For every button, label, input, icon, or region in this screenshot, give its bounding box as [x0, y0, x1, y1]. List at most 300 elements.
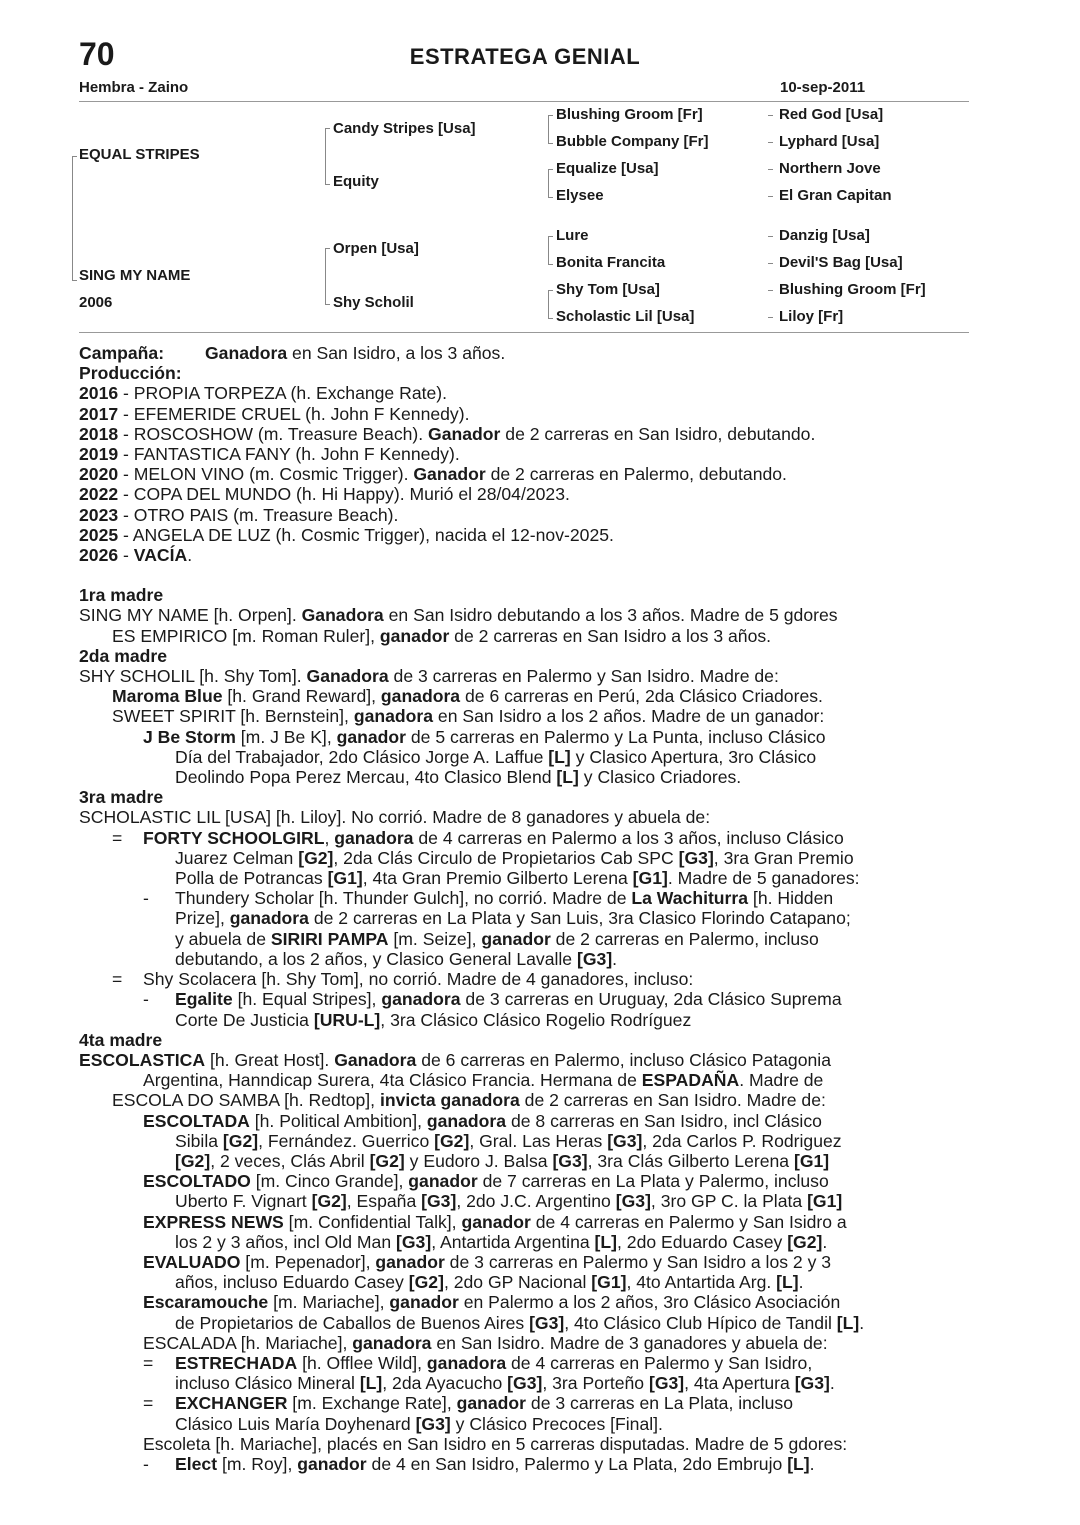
text: [L] — [787, 1453, 810, 1474]
text: , 3ra Gran Premio — [713, 847, 854, 868]
pedigree-bracket — [72, 280, 77, 281]
pedigree-bracket — [548, 318, 553, 319]
progeny-line — [79, 1272, 969, 1292]
production-text: - MELON VINO (m. Cosmic Trigger). — [118, 464, 414, 485]
text: de 7 carreras en La Plata y Palermo, incluso — [477, 1171, 829, 1192]
pedigree-bracket — [548, 236, 549, 264]
pedigree-gen3: Bubble Company [Fr] — [556, 133, 709, 150]
production-year: 2022 — [79, 484, 119, 505]
pedigree-bracket — [548, 197, 553, 198]
progeny-line — [79, 1171, 969, 1191]
text: de 3 carreras en Palermo y San Isidro. Madre de: — [388, 666, 779, 687]
text: [L] — [836, 1312, 860, 1333]
second-dam-line — [79, 666, 969, 686]
text: Thundery Scholar [h. Thunder Gulch], no corrió. Madre de — [175, 888, 632, 909]
text: SWEET SPIRIT [h. Bernstein], — [112, 706, 354, 727]
production-year: 2018 — [79, 423, 119, 444]
production-item — [79, 444, 969, 464]
progeny-line — [79, 1292, 969, 1312]
text: [m. Pepenador], — [240, 1251, 376, 1272]
production-tail: . — [187, 545, 193, 566]
production-text: - ANGELA DE LUZ (h. Cosmic Trigger), nacida el 12-nov-2025. — [118, 524, 614, 545]
text: Corte De Justicia — [175, 1009, 314, 1030]
text: de Propietarios de Caballos de Buenos Aires — [175, 1312, 530, 1333]
pedigree-gen2: Candy Stripes [Usa] — [333, 120, 476, 137]
text: [L] — [548, 746, 571, 767]
pedigree-bracket — [548, 264, 553, 265]
text: [G2] — [175, 1150, 211, 1171]
text: [G3] — [648, 1373, 685, 1394]
text: ganador — [336, 726, 406, 747]
production-text: - — [118, 545, 134, 566]
progeny-line — [79, 989, 969, 1009]
pedigree-bracket — [325, 248, 330, 249]
text: La Wachiturra — [631, 888, 749, 909]
production-text: - EFEMERIDE CRUEL (h. John F Kennedy). — [118, 403, 470, 424]
campaign-line — [79, 343, 969, 363]
text: , — [324, 827, 335, 848]
text: ganador — [461, 1211, 531, 1232]
text: [m. Roy], — [217, 1453, 298, 1474]
text: ganador — [456, 1393, 527, 1414]
text: . — [798, 1272, 804, 1293]
text: [G1] — [793, 1150, 830, 1171]
text: [G3] — [794, 1373, 830, 1394]
text: ESCOLTADA — [143, 1110, 250, 1131]
text: de 3 carreras en Uruguay, 2da Clásico Suprema — [460, 989, 842, 1010]
text: [m. Mariache], — [268, 1292, 390, 1313]
progeny-line — [79, 1151, 969, 1171]
text: [G2] — [222, 1130, 259, 1151]
text: Shy Scolacera [h. Shy Tom], no corrió. Madre de 4 ganadores, incluso: — [143, 969, 694, 990]
text: los 2 y 3 años, incl Old Man — [175, 1231, 397, 1252]
progeny-line — [79, 1090, 969, 1110]
text: ganadora — [353, 706, 434, 727]
production-text: - ROSCOSHOW (m. Treasure Beach). — [118, 423, 429, 444]
progeny-line — [79, 747, 969, 767]
pedigree-dash — [768, 317, 773, 318]
text: [G3] — [507, 1373, 543, 1394]
horse-name: ESTRATEGA GENIAL — [409, 44, 641, 69]
text: Ganadora — [301, 605, 384, 626]
text: ganador — [297, 1453, 367, 1474]
text: ganadora — [426, 1110, 507, 1131]
text: FORTY SCHOOLGIRL — [143, 827, 325, 848]
text: de 4 carreras en Palermo y San Isidro a — [530, 1211, 847, 1232]
text: . Madre de — [739, 1070, 824, 1091]
marker: = — [112, 969, 123, 990]
progeny-line — [79, 1414, 969, 1434]
marker: = — [143, 1352, 154, 1373]
pedigree-gen3: Shy Tom [Usa] — [556, 281, 660, 298]
text: , 3ra Porteño — [542, 1373, 649, 1394]
text: . — [612, 948, 618, 969]
text: [G2] — [369, 1150, 405, 1171]
production-item — [79, 383, 969, 403]
progeny-line — [79, 1353, 969, 1373]
text: [h. Political Ambition], — [249, 1110, 427, 1131]
text: , 2 veces, Clás Abril — [210, 1150, 370, 1171]
text: [G1] — [632, 868, 668, 889]
text: ganadora — [380, 686, 461, 707]
text: [h. Offlee Wild], — [297, 1352, 427, 1373]
pedigree-dash — [768, 290, 773, 291]
production-tail: de 2 carreras en San Isidro, debutando. — [500, 423, 816, 444]
text: Ganadora — [306, 666, 389, 687]
progeny-line — [79, 686, 969, 706]
progeny-line — [79, 767, 969, 787]
text: [G2] — [434, 1130, 470, 1151]
pedigree-dash — [768, 263, 773, 264]
pedigree-bracket — [72, 156, 77, 157]
pedigree-gen4: Northern Jove — [779, 160, 881, 177]
text: incluso Clásico Mineral — [175, 1373, 360, 1394]
pedigree-rule — [79, 332, 969, 333]
production-year: 2020 — [79, 464, 119, 485]
header-rule — [79, 101, 969, 102]
fourth-dam-heading: 4ta madre — [79, 1029, 163, 1050]
text: [G1] — [327, 868, 363, 889]
progeny-line — [79, 1313, 969, 1333]
pedigree-bracket — [325, 128, 326, 184]
text: ganador — [481, 928, 551, 949]
first-dam-heading: 1ra madre — [79, 585, 164, 606]
text: EXCHANGER — [175, 1393, 288, 1414]
text: Clásico Luis María Doyhenard — [175, 1413, 416, 1434]
pedigree-gen3: Blushing Groom [Fr] — [556, 106, 703, 123]
progeny-line — [79, 1010, 969, 1030]
marker: - — [143, 888, 149, 909]
text: Deolindo Popa Perez Mercau, 4to Clasico Blend — [175, 767, 557, 788]
pedigree-sire: EQUAL STRIPES — [79, 146, 200, 163]
second-dam-heading: 2da madre — [79, 645, 168, 666]
text: en Palermo a los 2 años, 3ro Clásico Asociación — [458, 1292, 841, 1313]
pedigree-gen4: Liloy [Fr] — [779, 308, 844, 325]
text: [G3] — [615, 1191, 651, 1212]
text: ESCOLA DO SAMBA [h. Redtop], — [112, 1090, 380, 1111]
text: de 3 carreras en Palermo y San Isidro a los 2 y 3 — [444, 1251, 832, 1272]
production-label: Producción: — [79, 363, 182, 384]
pedigree-gen3: Scholastic Lil [Usa] — [556, 308, 695, 325]
pedigree-gen3: Elysee — [556, 187, 604, 204]
text: ganadora — [426, 1352, 507, 1373]
pedigree-gen2: Shy Scholil — [333, 294, 414, 311]
text: de 2 carreras en San Isidro a los 3 años. — [449, 625, 772, 646]
text: , 3ra Clásico Clásico Rogelio Rodríguez — [380, 1009, 692, 1030]
text: . — [822, 1231, 828, 1252]
text: , 2da Clás Circulo de Propietarios Cab SPC — [333, 847, 679, 868]
text: y Clasico Apertura, 3ro Clásico — [570, 746, 817, 767]
pedigree-dash — [768, 169, 773, 170]
text: [h. Hidden — [748, 888, 834, 909]
text: ganadora — [229, 908, 309, 929]
pedigree-bracket — [548, 143, 553, 144]
text: ganador — [408, 1171, 478, 1192]
pedigree-bracket — [72, 156, 73, 280]
text: [L] — [776, 1272, 799, 1293]
progeny-line — [79, 1111, 969, 1131]
catalog-body — [79, 343, 969, 1474]
pedigree-gen3: Bonita Francita — [556, 254, 666, 271]
pedigree-dash — [768, 115, 773, 116]
text: [h. Great Host]. — [205, 1049, 335, 1070]
text: Uberto F. Vignart — [175, 1191, 312, 1212]
text: años, incluso Eduardo Casey — [175, 1272, 409, 1293]
birth-date: 10-sep-2011 — [780, 79, 866, 96]
progeny-line — [79, 1212, 969, 1232]
campaign-detail: en San Isidro, a los 3 años. — [287, 343, 506, 363]
text: Día del Trabajador, 2do Clásico Jorge A. Laffue — [175, 746, 549, 767]
production-bold: Ganador — [428, 423, 501, 444]
text: y Eudoro J. Balsa — [404, 1150, 553, 1171]
progeny-line — [79, 888, 969, 908]
text: de 5 carreras en Palermo y La Punta, incluso Clásico — [406, 726, 826, 747]
text: ESCOLTADO — [143, 1171, 251, 1192]
text: [L] — [594, 1231, 618, 1252]
text: de 2 carreras en San Isidro. Madre de: — [519, 1090, 826, 1111]
progeny-line — [79, 1252, 969, 1272]
text: . — [859, 1312, 865, 1333]
text: [m. Exchange Rate], — [287, 1393, 457, 1414]
pedigree-bracket — [548, 115, 553, 116]
pedigree-bracket — [548, 115, 549, 143]
text: . — [809, 1453, 815, 1474]
text: , 4ta Gran Premio Gilberto Lerena — [362, 868, 633, 889]
progeny-line — [79, 1232, 969, 1252]
progeny-line — [79, 848, 969, 868]
text: SIRIRI PAMPA — [270, 928, 389, 949]
progeny-line — [79, 969, 969, 989]
pedigree-dash — [768, 236, 773, 237]
pedigree-bracket — [548, 169, 553, 170]
pedigree-bracket — [325, 304, 330, 305]
pedigree-bracket — [548, 236, 553, 237]
marker: = — [112, 827, 123, 848]
third-dam-line: SCHOLASTIC LIL [USA] [h. Liloy]. No corrió. Madre de 8 ganadores y abuela de: — [79, 807, 711, 828]
text: , Gral. Las Heras — [469, 1130, 608, 1151]
text: [G3] — [421, 1191, 457, 1212]
text: [m. Cinco Grande], — [250, 1171, 409, 1192]
text: de 4 carreras en Palermo y San Isidro, — [506, 1352, 813, 1373]
production-bold: VACÍA — [133, 545, 188, 566]
fourth-dam-line — [79, 1070, 969, 1090]
text: . — [829, 1373, 835, 1394]
text: , 3ro GP C. la Plata — [650, 1191, 808, 1212]
fourth-dam-line — [79, 1050, 969, 1070]
campaign-result: Ganadora — [205, 343, 288, 363]
pedigree-gen4: Red God [Usa] — [779, 106, 884, 123]
text: ESPADAÑA — [641, 1070, 740, 1091]
text: , Antartida Argentina — [431, 1231, 595, 1252]
sex-color: Hembra - Zaino — [79, 79, 189, 96]
text: en San Isidro debutando a los 3 años. Madre de 5 gdores — [383, 605, 838, 626]
production-text: - COPA DEL MUNDO (h. Hi Happy). Murió el 28/04/2023. — [118, 484, 570, 505]
pedigree-gen4: Danzig [Usa] — [779, 227, 870, 244]
text: ESCOLASTICA — [79, 1049, 206, 1070]
text: Elect — [175, 1453, 218, 1474]
text: , Fernández. Guerrico — [258, 1130, 435, 1151]
text: Egalite — [175, 989, 233, 1010]
production-year: 2025 — [79, 524, 119, 545]
pedigree-bracket — [325, 128, 330, 129]
progeny-line — [79, 828, 969, 848]
progeny-line — [79, 1454, 969, 1474]
text: debutando, a los 2 años, y Clasico General Lavalle — [175, 948, 577, 969]
text: [G3] — [415, 1413, 451, 1434]
progeny-line — [79, 706, 969, 726]
text: Polla de Potrancas — [175, 868, 328, 889]
pedigree-dam-year: 2006 — [79, 294, 113, 311]
pedigree-gen3: Equalize [Usa] — [556, 160, 659, 177]
first-dam-line — [79, 605, 969, 625]
text: , 4to Antartida Arg. — [626, 1272, 777, 1293]
text: ES EMPIRICO [m. Roman Ruler], — [112, 625, 380, 646]
text: invicta ganadora — [379, 1090, 520, 1111]
text: , 2do J.C. Argentino — [456, 1191, 616, 1212]
text: ganadora — [352, 1332, 432, 1353]
text: Maroma Blue — [112, 686, 223, 707]
text: de 6 carreras en Perú, 2da Clásico Criadores. — [460, 686, 823, 707]
text: en San Isidro a los 2 años. Madre de un ganador: — [433, 706, 825, 727]
text: en San Isidro. Madre de 3 ganadores y abuela de: — [431, 1332, 828, 1353]
text: , 2do Eduardo Casey — [617, 1231, 788, 1252]
text: [G2] — [408, 1272, 444, 1293]
production-item — [79, 505, 969, 525]
pedigree-dash — [768, 196, 773, 197]
text: [L] — [359, 1373, 383, 1394]
text: [G3] — [396, 1231, 432, 1252]
text: ganadora — [381, 989, 461, 1010]
production-text: - PROPIA TORPEZA (h. Exchange Rate). — [118, 383, 448, 404]
marker: - — [143, 1453, 149, 1474]
text: [m. Seize], — [388, 928, 482, 949]
pedigree-dash — [768, 142, 773, 143]
text: Argentina, Hanndicap Surera, 4ta Clásico Francia. Hermana de — [143, 1070, 642, 1091]
production-year: 2016 — [79, 383, 119, 404]
pedigree-gen4: Lyphard [Usa] — [779, 133, 880, 150]
text: EVALUADO — [143, 1251, 241, 1272]
text: , 2do GP Nacional — [443, 1272, 592, 1293]
pedigree-bracket — [548, 290, 553, 291]
progeny-line — [79, 929, 969, 949]
pedigree-bracket — [325, 184, 330, 185]
text: y Clásico Precoces [Final]. — [450, 1413, 663, 1434]
marker: = — [143, 1393, 154, 1414]
text: y Clasico Criadores. — [578, 767, 742, 788]
pedigree-gen2: Orpen [Usa] — [333, 240, 419, 257]
text: SING MY NAME [h. Orpen]. — [79, 605, 302, 626]
pedigree-gen3: Lure — [556, 227, 589, 244]
text: de 3 carreras en La Plata, incluso — [526, 1393, 794, 1414]
text: ganador — [379, 625, 450, 646]
text: [G3] — [576, 948, 613, 969]
production-text: - OTRO PAIS (m. Treasure Beach). — [118, 504, 399, 525]
progeny-line: Escoleta [h. Mariache], placés en San Isidro en 5 carreras disputadas. Madre de 5 gdores: — [143, 1433, 848, 1454]
production-bold: Ganador — [413, 464, 486, 485]
pedigree-gen4: Devil'S Bag [Usa] — [779, 254, 903, 271]
text: Escaramouche — [143, 1292, 269, 1313]
text: , 4ta Apertura — [684, 1373, 795, 1394]
text: de 2 carreras en La Plata y San Luis, 3ra Clasico Florindo Catapano; — [308, 908, 851, 929]
text: [G3] — [678, 847, 714, 868]
text: [L] — [556, 767, 579, 788]
text: [G3] — [607, 1130, 643, 1151]
production-text: - FANTASTICA FANY (h. John F Kennedy). — [118, 444, 460, 465]
text: [G3] — [552, 1150, 588, 1171]
progeny-line — [79, 868, 969, 888]
progeny-line — [79, 908, 969, 928]
lot-number: 70 — [79, 36, 115, 72]
text: , España — [346, 1191, 422, 1212]
text: Sibila — [175, 1130, 223, 1151]
third-dam-heading: 3ra madre — [79, 787, 164, 808]
pedigree-bracket — [325, 248, 326, 304]
pedigree-gen2: Equity — [333, 173, 379, 190]
text: Juarez Celman — [175, 847, 299, 868]
production-tail: de 2 carreras en Palermo, debutando. — [485, 464, 787, 485]
text: ganadora — [334, 827, 414, 848]
progeny-line — [79, 626, 969, 646]
text: de 2 carreras en Palermo, incluso — [550, 928, 819, 949]
text: [G2] — [311, 1191, 347, 1212]
pedigree-bracket — [548, 290, 549, 318]
text: [G2] — [787, 1231, 823, 1252]
text: de 8 carreras en San Isidro, incl Clásico — [506, 1110, 822, 1131]
spacer — [79, 565, 969, 585]
production-item — [79, 404, 969, 424]
production-item — [79, 484, 969, 504]
text: ganador — [389, 1292, 459, 1313]
production-year: 2019 — [79, 444, 119, 465]
pedigree-bracket — [548, 169, 549, 197]
text: ganador — [375, 1251, 445, 1272]
text: [h. Equal Stripes], — [232, 989, 382, 1010]
text: de 6 carreras en Palermo, incluso Clásico Patagonia — [416, 1049, 831, 1070]
production-list — [79, 383, 969, 565]
text: Prize], — [175, 908, 230, 929]
text: [G3] — [529, 1312, 565, 1333]
text: [m. Confidential Talk], — [283, 1211, 462, 1232]
production-item — [79, 525, 969, 545]
text: , 2da Ayacucho — [382, 1373, 508, 1394]
pedigree-gen4: El Gran Capitan — [779, 187, 892, 204]
production-item — [79, 464, 969, 484]
text: de 4 carreras en Palermo a los 3 años, incluso Clásico — [413, 827, 844, 848]
progeny-line — [79, 1191, 969, 1211]
text: [G1] — [591, 1272, 627, 1293]
production-year: 2017 — [79, 403, 119, 424]
pedigree-gen4: Blushing Groom [Fr] — [779, 281, 926, 298]
text: [URU-L] — [313, 1009, 381, 1030]
text: J Be Storm — [143, 726, 236, 747]
campaign-label: Campaña: — [79, 343, 165, 363]
text: [h. Grand Reward], — [222, 686, 381, 707]
text: . Madre de 5 ganadores: — [667, 868, 860, 889]
progeny-line — [79, 1373, 969, 1393]
production-year: 2026 — [79, 545, 119, 566]
text: [m. J Be K], — [235, 726, 337, 747]
text: , 2da Carlos P. Rodriguez — [642, 1130, 842, 1151]
progeny-line — [79, 727, 969, 747]
pedigree-dam: SING MY NAME — [79, 267, 191, 284]
text: ESCALADA [h. Mariache], — [143, 1332, 353, 1353]
text: [G1] — [807, 1191, 843, 1212]
text: de 4 en San Isidro, Palermo y La Plata, 2do Embrujo — [366, 1453, 788, 1474]
text: Ganadora — [334, 1049, 417, 1070]
text: y abuela de — [175, 928, 271, 949]
marker: - — [143, 989, 149, 1010]
progeny-line — [79, 1393, 969, 1413]
